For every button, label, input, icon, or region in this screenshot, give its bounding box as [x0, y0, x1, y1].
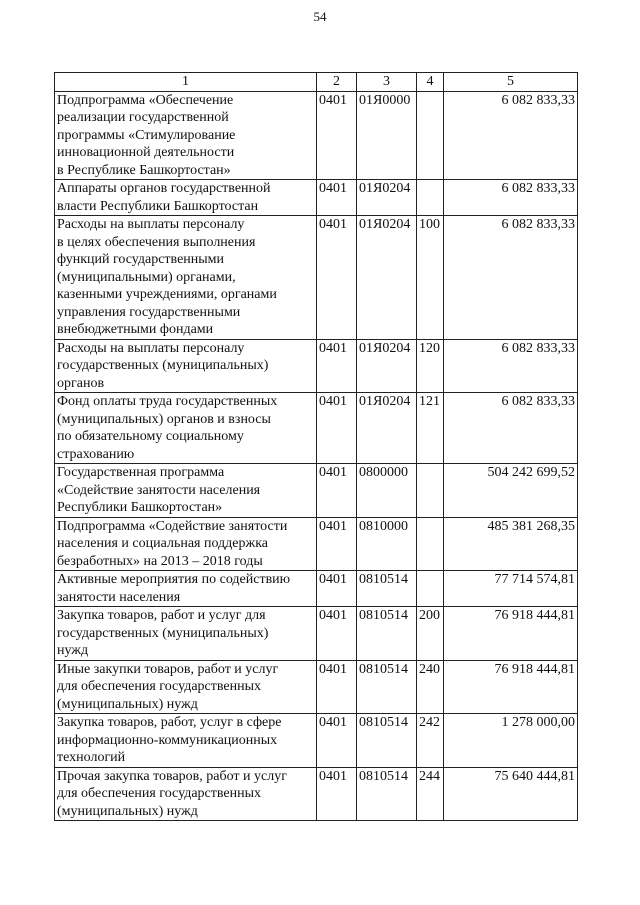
- row-target-code: 01Я0204: [357, 216, 417, 340]
- row-target-code: 0810514: [357, 607, 417, 661]
- row-amount: 6 082 833,33: [444, 216, 578, 340]
- header-col-1: 1: [55, 73, 317, 92]
- row-section-code: 0401: [317, 464, 357, 518]
- row-type-code: 240: [417, 660, 444, 714]
- row-amount: 6 082 833,33: [444, 393, 578, 464]
- row-section-code: 0401: [317, 571, 357, 607]
- row-section-code: 0401: [317, 767, 357, 821]
- row-amount: 75 640 444,81: [444, 767, 578, 821]
- table-row: [55, 464, 578, 518]
- row-type-code: 200: [417, 607, 444, 661]
- row-amount: 6 082 833,33: [444, 180, 578, 216]
- row-section-code: 0401: [317, 714, 357, 768]
- header-col-2: 2: [317, 73, 357, 92]
- row-type-code: [417, 180, 444, 216]
- row-name: Расходы на выплаты персоналу в целях обеспечения выполнения функций государственными (муниципальными) органами, казенными учреждениями, органами управления государственными внебюджетными фондами: [55, 216, 317, 340]
- header-col-3: 3: [357, 73, 417, 92]
- row-type-code: [417, 464, 444, 518]
- row-name: Расходы на выплаты персоналу государственных (муниципальных) органов: [55, 339, 317, 393]
- row-type-code: 100: [417, 216, 444, 340]
- row-amount: 1 278 000,00: [444, 714, 578, 768]
- row-name: Фонд оплаты труда государственных (муниципальных) органов и взносы по обязательному социальному страхованию: [55, 393, 317, 464]
- row-name: Прочая закупка товаров, работ и услуг для обеспечения государственных (муниципальных) нужд: [55, 767, 317, 821]
- budget-table: [54, 72, 578, 821]
- row-target-code: 01Я0204: [357, 180, 417, 216]
- table-row: [55, 517, 578, 571]
- row-type-code: 120: [417, 339, 444, 393]
- page-number: 54: [313, 9, 327, 24]
- row-target-code: 01Я0000: [357, 91, 417, 180]
- row-type-code: [417, 571, 444, 607]
- table-row: [55, 339, 578, 393]
- row-name: Активные мероприятия по содействию занятости населения: [55, 571, 317, 607]
- row-amount: 504 242 699,52: [444, 464, 578, 518]
- row-target-code: 0810514: [357, 571, 417, 607]
- row-amount: 6 082 833,33: [444, 91, 578, 180]
- row-target-code: 0800000: [357, 464, 417, 518]
- row-target-code: 0810514: [357, 660, 417, 714]
- row-amount: 485 381 268,35: [444, 517, 578, 571]
- row-section-code: 0401: [317, 339, 357, 393]
- row-target-code: 0810514: [357, 767, 417, 821]
- table-row: [55, 216, 578, 340]
- row-target-code: 0810514: [357, 714, 417, 768]
- row-name: Подпрограмма «Содействие занятости населения и социальная поддержка безработных» на 2013 – 2018 годы: [55, 517, 317, 571]
- table-row: [55, 571, 578, 607]
- table-row: [55, 91, 578, 180]
- row-target-code: 01Я0204: [357, 393, 417, 464]
- table-row: [55, 767, 578, 821]
- row-amount: 76 918 444,81: [444, 607, 578, 661]
- row-name: Иные закупки товаров, работ и услуг для обеспечения государственных (муниципальных) нужд: [55, 660, 317, 714]
- row-type-code: [417, 517, 444, 571]
- row-amount: 77 714 574,81: [444, 571, 578, 607]
- row-type-code: [417, 91, 444, 180]
- row-section-code: 0401: [317, 393, 357, 464]
- header-col-5: 5: [444, 73, 578, 92]
- table-row: [55, 607, 578, 661]
- row-section-code: 0401: [317, 180, 357, 216]
- row-section-code: 0401: [317, 660, 357, 714]
- row-name: Аппараты органов государственной власти Республики Башкортостан: [55, 180, 317, 216]
- table-row: [55, 180, 578, 216]
- row-target-code: 01Я0204: [357, 339, 417, 393]
- row-name: Подпрограмма «Обеспечение реализации государственной программы «Стимулирование инновационной деятельности в Республике Башкортостан»: [55, 91, 317, 180]
- row-name: Закупка товаров, работ и услуг для государственных (муниципальных) нужд: [55, 607, 317, 661]
- table-row: [55, 393, 578, 464]
- row-type-code: 121: [417, 393, 444, 464]
- row-section-code: 0401: [317, 607, 357, 661]
- header-col-4: 4: [417, 73, 444, 92]
- row-amount: 76 918 444,81: [444, 660, 578, 714]
- header-row: [55, 73, 578, 92]
- row-name: Закупка товаров, работ, услуг в сфере информационно-коммуникационных технологий: [55, 714, 317, 768]
- row-target-code: 0810000: [357, 517, 417, 571]
- row-section-code: 0401: [317, 216, 357, 340]
- row-type-code: 242: [417, 714, 444, 768]
- row-section-code: 0401: [317, 517, 357, 571]
- row-type-code: 244: [417, 767, 444, 821]
- table-row: [55, 660, 578, 714]
- table-row: [55, 714, 578, 768]
- row-name: Государственная программа «Содействие занятости населения Республики Башкортостан»: [55, 464, 317, 518]
- row-section-code: 0401: [317, 91, 357, 180]
- row-amount: 6 082 833,33: [444, 339, 578, 393]
